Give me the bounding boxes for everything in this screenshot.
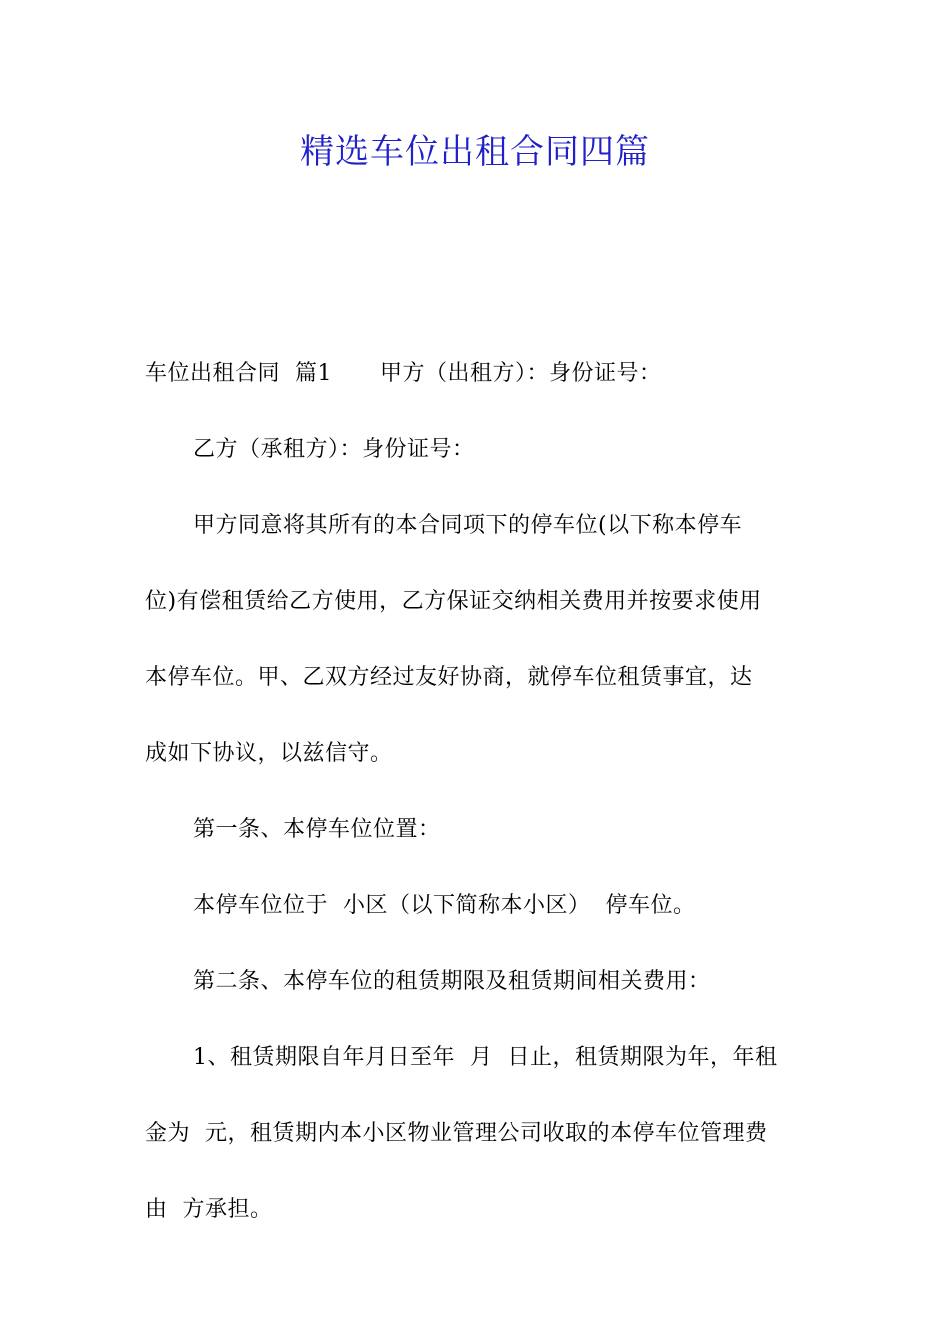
article2-title: 第二条、本停车位的租赁期限及租赁期间相关费用： — [193, 969, 711, 994]
article1-text: 本停车位位于 小区（以下简称本小区） 停车位。 — [193, 893, 696, 918]
intro-line-1: 甲方同意将其所有的本合同项下的停车位(以下称本停车 — [193, 513, 743, 538]
intro-line-3: 本停车位。甲、乙双方经过友好协商，就停车位租赁事宜，达 — [145, 665, 753, 690]
party-b-line: 乙方（承租方）：身份证号： — [193, 437, 475, 462]
document-title: 精选车位出租合同四篇 — [300, 132, 650, 172]
party-a-line: 甲方（出租方）：身份证号： — [380, 361, 662, 386]
article1-title: 第一条、本停车位位置： — [193, 817, 441, 842]
contract-body — [145, 336, 810, 1248]
heading-line — [145, 336, 810, 412]
article2-line-1: 1、租赁期限自年月日至年 月 日止，租赁期限为年，年租 — [193, 1045, 778, 1070]
intro-line-4: 成如下协议，以兹信守。 — [145, 741, 393, 766]
contract-heading: 车位出租合同 — [145, 361, 281, 386]
contract-number: 篇1 — [295, 361, 333, 386]
article2-line-3: 由 方承担。 — [145, 1197, 273, 1222]
article2-line-2: 金为 元，租赁期内本小区物业管理公司收取的本停车位管理费 — [145, 1121, 768, 1146]
intro-line-2: 位)有偿租赁给乙方使用，乙方保证交纳相关费用并按要求使用 — [145, 589, 762, 614]
